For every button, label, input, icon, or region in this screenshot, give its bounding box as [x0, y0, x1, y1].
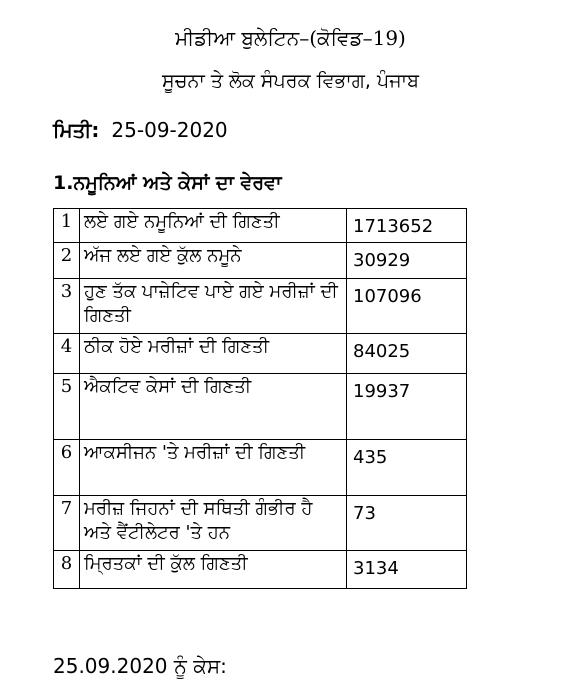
row-value: 1713652: [347, 209, 467, 243]
row-number: 6: [54, 440, 80, 496]
table-row: [54, 551, 467, 589]
date-label: ਮਿਤੀ:: [53, 118, 100, 142]
row-label: ਠੀਕ ਹੋਏ ਮਰੀਜ਼ਾਂ ਦੀ ਗਿਣਤੀ: [80, 334, 347, 374]
row-number: 2: [54, 243, 80, 279]
row-number: 3: [54, 279, 80, 334]
bulletin-title: ਮੀਡੀਆ ਬੁਲੇਟਿਨ–(ਕੋਵਿਡ–19): [175, 26, 406, 50]
row-value: 30929: [347, 243, 467, 279]
row-label: ਹੁਣ ਤੱਕ ਪਾਜ਼ੇਟਿਵ ਪਾਏ ਗਏ ਮਰੀਜ਼ਾਂ ਦੀ ਗਿਣਤੀ: [80, 279, 347, 334]
row-number: 4: [54, 334, 80, 374]
section-heading: 1.ਨਮੂਨਿਆਂ ਅਤੇ ਕੇਸਾਂ ਦਾ ਵੇਰਵਾ: [53, 172, 282, 194]
table-row: [54, 243, 467, 279]
table-row: [54, 334, 467, 374]
footer-cases-line: 25.09.2020 ਨੂੰ ਕੇਸ:: [53, 654, 227, 678]
row-number: 5: [54, 374, 80, 440]
row-value: 73: [347, 496, 467, 551]
table-row: [54, 440, 467, 496]
table-row: [54, 209, 467, 243]
department-name: ਸੂਚਨਾ ਤੇ ਲੋਕ ਸੰਪਰਕ ਵਿਭਾਗ, ਪੰਜਾਬ: [162, 70, 419, 92]
row-label: ਆਕਸੀਜਨ 'ਤੇ ਮਰੀਜ਼ਾਂ ਦੀ ਗਿਣਤੀ: [80, 440, 347, 496]
row-value: 107096: [347, 279, 467, 334]
row-label: ਲਏ ਗਏ ਨਮੂਨਿਆਂ ਦੀ ਗਿਣਤੀ: [80, 209, 347, 243]
row-value: 19937: [347, 374, 467, 440]
date-line: [53, 118, 228, 142]
date-value: 25-09-2020: [111, 118, 228, 142]
table-row: [54, 496, 467, 551]
row-number: 8: [54, 551, 80, 589]
row-label: ਐਕਟਿਵ ਕੇਸਾਂ ਦੀ ਗਿਣਤੀ: [80, 374, 347, 440]
row-number: 1: [54, 209, 80, 243]
row-label: ਅੱਜ ਲਏ ਗਏ ਕੁੱਲ ਨਮੂਨੇ: [80, 243, 347, 279]
row-number: 7: [54, 496, 80, 551]
row-value: 84025: [347, 334, 467, 374]
row-label: ਮ੍ਰਿਤਕਾਂ ਦੀ ਕੁੱਲ ਗਿਣਤੀ: [80, 551, 347, 589]
cases-table: [53, 208, 467, 589]
table-row: [54, 374, 467, 440]
row-value: 3134: [347, 551, 467, 589]
row-label: ਮਰੀਜ਼ ਜਿਹਨਾਂ ਦੀ ਸਥਿਤੀ ਗੰਭੀਰ ਹੈ ਅਤੇ ਵੈਂਟੀਲੇਟਰ 'ਤੇ ਹਨ: [80, 496, 347, 551]
row-value: 435: [347, 440, 467, 496]
table-row: [54, 279, 467, 334]
